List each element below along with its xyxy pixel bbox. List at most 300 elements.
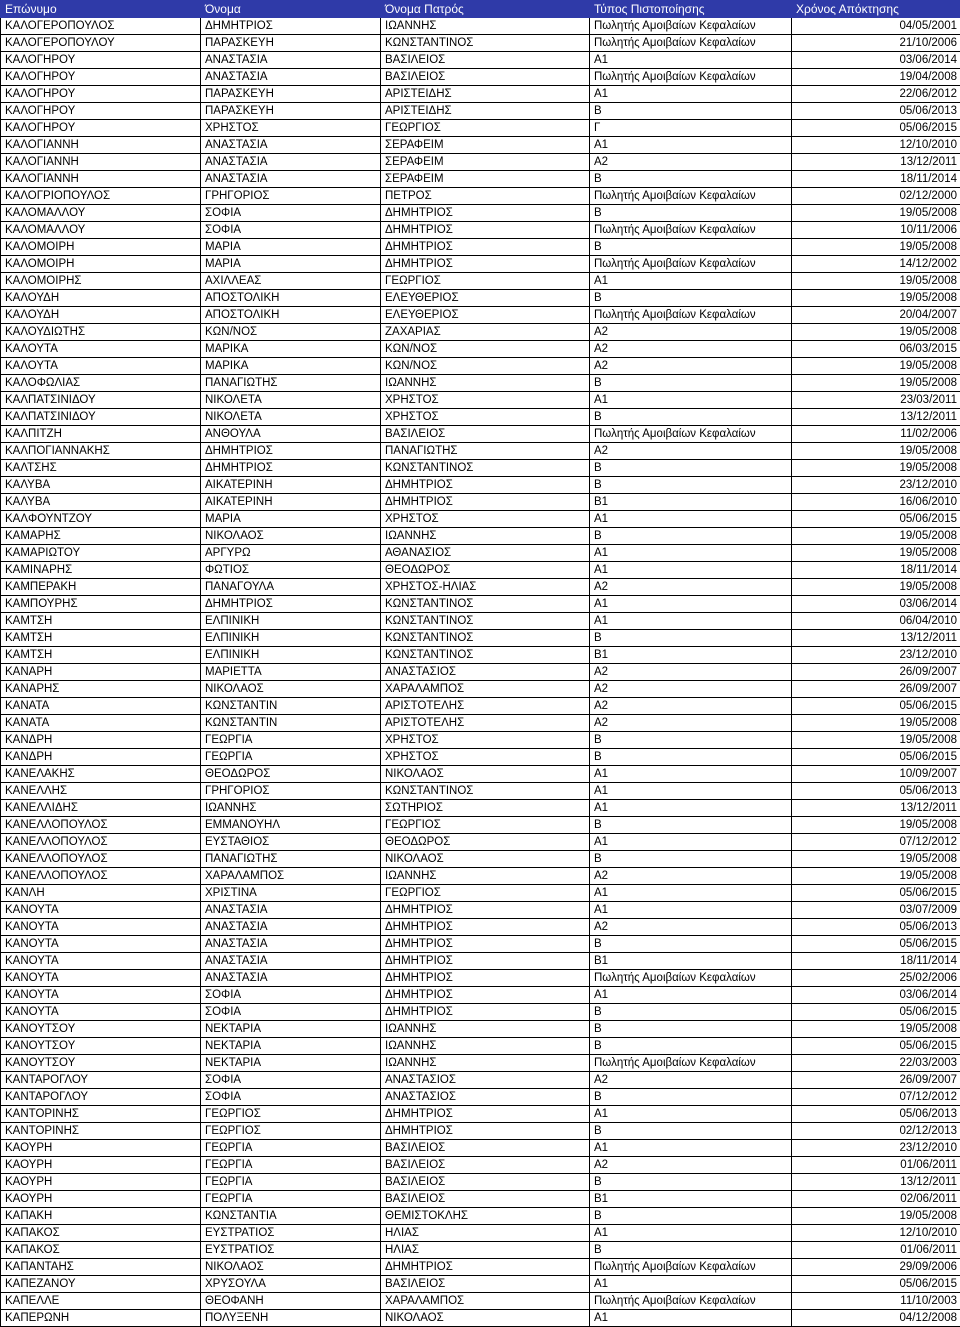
first-name-cell: ΧΡΗΣΤΟΣ [201, 120, 381, 137]
acquisition-date-cell: 20/04/2007 [792, 307, 960, 324]
certification-type-cell: Α1 [590, 137, 792, 154]
first-name-cell: ΑΝΑΣΤΑΣΙΑ [201, 919, 381, 936]
acquisition-date-cell: 19/05/2008 [792, 205, 960, 222]
first-name-cell: ΑΡΓΥΡΩ [201, 545, 381, 562]
first-name-cell: ΑΧΙΛΛΕΑΣ [201, 273, 381, 290]
certification-type-cell: Α1 [590, 1310, 792, 1327]
surname-cell: ΚΑΛΟΓΗΡΟΥ [1, 52, 201, 69]
father-name-cell: ΑΝΑΣΤΑΣΙΟΣ [381, 664, 590, 681]
certification-type-cell: Α2 [590, 664, 792, 681]
first-name-cell: ΚΩΝΣΤΑΝΤΙΝ [201, 715, 381, 732]
acquisition-date-cell: 21/10/2006 [792, 35, 960, 52]
acquisition-date-cell: 23/03/2011 [792, 392, 960, 409]
father-name-cell: ΧΡΗΣΤΟΣ [381, 732, 590, 749]
first-name-cell: ΓΡΗΓΟΡΙΟΣ [201, 783, 381, 800]
first-name-cell: ΠΑΡΑΣΚΕΥΗ [201, 86, 381, 103]
father-name-cell: ΚΩΝΣΤΑΝΤΙΝΟΣ [381, 613, 590, 630]
first-name-cell: ΕΥΣΤΡΑΤΙΟΣ [201, 1242, 381, 1259]
father-name-cell: ΙΩΑΝΝΗΣ [381, 375, 590, 392]
certification-type-cell: Β [590, 936, 792, 953]
certification-type-cell: Πωλητής Αμοιβαίων Κεφαλαίων [590, 18, 792, 35]
acquisition-date-cell: 19/04/2008 [792, 69, 960, 86]
table-row [1, 494, 960, 511]
first-name-cell: ΔΗΜΗΤΡΙΟΣ [201, 460, 381, 477]
table-row [1, 1038, 960, 1055]
certification-type-cell: Α2 [590, 868, 792, 885]
acquisition-date-cell: 01/06/2011 [792, 1157, 960, 1174]
first-name-cell: ΓΕΩΡΓΙΟΣ [201, 1123, 381, 1140]
table-row [1, 392, 960, 409]
father-name-cell: ΓΕΩΡΓΙΟΣ [381, 817, 590, 834]
table-row [1, 647, 960, 664]
table-row [1, 1174, 960, 1191]
first-name-cell: ΝΙΚΟΛΕΤΑ [201, 392, 381, 409]
father-name-cell: ΘΕΟΔΩΡΟΣ [381, 562, 590, 579]
surname-cell: ΚΑΝΕΛΛΗΣ [1, 783, 201, 800]
acquisition-date-cell: 06/04/2010 [792, 613, 960, 630]
table-row [1, 511, 960, 528]
surname-cell: ΚΑΝΟΥΤΑ [1, 970, 201, 987]
first-name-cell: ΜΑΡΙΑ [201, 239, 381, 256]
table-row [1, 188, 960, 205]
surname-cell: ΚΑΛΟΥΔΗ [1, 290, 201, 307]
acquisition-date-cell: 19/05/2008 [792, 239, 960, 256]
certification-type-cell: Β1 [590, 953, 792, 970]
acquisition-date-cell: 19/05/2008 [792, 851, 960, 868]
father-name-cell: ΖΑΧΑΡΙΑΣ [381, 324, 590, 341]
certification-type-cell: Πωλητής Αμοιβαίων Κεφαλαίων [590, 970, 792, 987]
table-row [1, 86, 960, 103]
first-name-cell: ΕΥΣΤΑΘΙΟΣ [201, 834, 381, 851]
father-name-cell: ΧΡΗΣΤΟΣ [381, 392, 590, 409]
first-name-cell: ΓΕΩΡΓΙΑ [201, 1157, 381, 1174]
certification-type-cell: Α1 [590, 885, 792, 902]
first-name-cell: ΑΝΑΣΤΑΣΙΑ [201, 902, 381, 919]
father-name-cell: ΔΗΜΗΤΡΙΟΣ [381, 256, 590, 273]
first-name-cell: ΣΟΦΙΑ [201, 1004, 381, 1021]
father-name-cell: ΒΑΣΙΛΕΙΟΣ [381, 1140, 590, 1157]
father-name-cell: ΔΗΜΗΤΡΙΟΣ [381, 1259, 590, 1276]
first-name-cell: ΚΩΝΣΤΑΝΤΙΝ [201, 698, 381, 715]
surname-cell: ΚΑΛΟΓΗΡΟΥ [1, 69, 201, 86]
father-name-cell: ΚΩΝΣΤΑΝΤΙΝΟΣ [381, 596, 590, 613]
table-row [1, 596, 960, 613]
first-name-cell: ΠΑΝΑΓΟΥΛΑ [201, 579, 381, 596]
table-row [1, 1208, 960, 1225]
surname-cell: ΚΑΛΦΟΥΝΤΖΟΥ [1, 511, 201, 528]
acquisition-date-cell: 05/06/2015 [792, 698, 960, 715]
first-name-cell: ΓΕΩΡΓΙΑ [201, 732, 381, 749]
table-row [1, 477, 960, 494]
father-name-cell: ΙΩΑΝΝΗΣ [381, 1021, 590, 1038]
father-name-cell: ΔΗΜΗΤΡΙΟΣ [381, 970, 590, 987]
table-row [1, 545, 960, 562]
certification-type-cell: Α2 [590, 681, 792, 698]
surname-cell: ΚΑΝΕΛΑΚΗΣ [1, 766, 201, 783]
father-name-cell: ΒΑΣΙΛΕΙΟΣ [381, 426, 590, 443]
certification-type-cell: Α1 [590, 52, 792, 69]
surname-cell: ΚΑΛΠΟΓΙΑΝΝΑΚΗΣ [1, 443, 201, 460]
certification-type-cell: Α1 [590, 392, 792, 409]
first-name-cell: ΧΡΥΣΟΥΛΑ [201, 1276, 381, 1293]
acquisition-date-cell: 07/12/2012 [792, 1089, 960, 1106]
certification-type-cell: Β [590, 205, 792, 222]
certification-type-cell: Β [590, 1242, 792, 1259]
acquisition-date-cell: 26/09/2007 [792, 1072, 960, 1089]
acquisition-date-cell: 19/05/2008 [792, 528, 960, 545]
acquisition-date-cell: 05/06/2015 [792, 1004, 960, 1021]
certification-type-cell: Πωλητής Αμοιβαίων Κεφαλαίων [590, 35, 792, 52]
certification-type-cell: Α1 [590, 1140, 792, 1157]
father-name-cell: ΣΕΡΑΦΕΙΜ [381, 154, 590, 171]
surname-cell: ΚΑΝΛΗ [1, 885, 201, 902]
certification-type-cell: Β [590, 1021, 792, 1038]
surname-cell: ΚΑΛΟΜΑΛΛΟΥ [1, 205, 201, 222]
father-name-cell: ΑΘΑΝΑΣΙΟΣ [381, 545, 590, 562]
first-name-cell: ΣΟΦΙΑ [201, 205, 381, 222]
acquisition-date-cell: 16/06/2010 [792, 494, 960, 511]
acquisition-date-cell: 19/05/2008 [792, 732, 960, 749]
surname-cell: ΚΑΛΟΜΟΙΡΗΣ [1, 273, 201, 290]
certification-type-cell: Α1 [590, 766, 792, 783]
acquisition-date-cell: 10/11/2006 [792, 222, 960, 239]
table-row [1, 1106, 960, 1123]
acquisition-date-cell: 19/05/2008 [792, 443, 960, 460]
certification-type-cell: Πωλητής Αμοιβαίων Κεφαλαίων [590, 188, 792, 205]
certification-type-cell: Β [590, 1208, 792, 1225]
father-name-cell: ΑΝΑΣΤΑΣΙΟΣ [381, 1072, 590, 1089]
table-row [1, 936, 960, 953]
acquisition-date-cell: 05/06/2015 [792, 1038, 960, 1055]
first-name-cell: ΔΗΜΗΤΡΙΟΣ [201, 596, 381, 613]
father-name-cell: ΝΙΚΟΛΑΟΣ [381, 851, 590, 868]
first-name-cell: ΘΕΟΔΩΡΟΣ [201, 766, 381, 783]
acquisition-date-cell: 03/06/2014 [792, 987, 960, 1004]
certification-type-cell: Α1 [590, 987, 792, 1004]
table-row [1, 1191, 960, 1208]
surname-cell: ΚΑΛΠΑΤΣΙΝΙΔΟΥ [1, 392, 201, 409]
certification-type-cell: Α2 [590, 1072, 792, 1089]
acquisition-date-cell: 29/09/2006 [792, 1259, 960, 1276]
certification-type-cell: Β1 [590, 494, 792, 511]
father-name-cell: ΔΗΜΗΤΡΙΟΣ [381, 205, 590, 222]
father-name-cell: ΔΗΜΗΤΡΙΟΣ [381, 987, 590, 1004]
acquisition-date-cell: 05/06/2015 [792, 120, 960, 137]
first-name-cell: ΔΗΜΗΤΡΙΟΣ [201, 443, 381, 460]
surname-cell: ΚΑΠΕΛΛΕ [1, 1293, 201, 1310]
certification-type-cell: Β [590, 239, 792, 256]
father-name-cell: ΚΩΝΣΤΑΝΤΙΝΟΣ [381, 630, 590, 647]
father-name-cell: ΧΑΡΑΛΑΜΠΟΣ [381, 681, 590, 698]
table-row [1, 1242, 960, 1259]
table-row [1, 579, 960, 596]
certification-type-cell: Β [590, 528, 792, 545]
acquisition-date-cell: 19/05/2008 [792, 1021, 960, 1038]
acquisition-date-cell: 22/06/2012 [792, 86, 960, 103]
certification-type-cell: Β [590, 477, 792, 494]
first-name-cell: ΠΑΝΑΓΙΩΤΗΣ [201, 851, 381, 868]
first-name-cell: ΔΗΜΗΤΡΙΟΣ [201, 18, 381, 35]
father-name-cell: ΓΕΩΡΓΙΟΣ [381, 120, 590, 137]
table-row [1, 205, 960, 222]
acquisition-date-cell: 13/12/2011 [792, 800, 960, 817]
table-row [1, 154, 960, 171]
certification-type-cell: Α2 [590, 324, 792, 341]
father-name-cell: ΧΡΗΣΤΟΣ [381, 409, 590, 426]
table-row [1, 324, 960, 341]
certification-type-cell: Β [590, 460, 792, 477]
table-row [1, 528, 960, 545]
acquisition-date-cell: 18/11/2014 [792, 562, 960, 579]
acquisition-date-cell: 19/05/2008 [792, 1208, 960, 1225]
first-name-cell: ΠΑΡΑΣΚΕΥΗ [201, 35, 381, 52]
first-name-cell: ΕΥΣΤΡΑΤΙΟΣ [201, 1225, 381, 1242]
table-row [1, 120, 960, 137]
certification-type-cell: Β [590, 375, 792, 392]
first-name-cell: ΜΑΡΙΚΑ [201, 341, 381, 358]
father-name-cell: ΑΡΙΣΤΟΤΕΛΗΣ [381, 698, 590, 715]
father-name-cell: ΔΗΜΗΤΡΙΟΣ [381, 919, 590, 936]
surname-cell: ΚΑΝΕΛΛΟΠΟΥΛΟΣ [1, 817, 201, 834]
table-row [1, 749, 960, 766]
surname-cell: ΚΑΝΟΥΤΣΟΥ [1, 1055, 201, 1072]
table-row [1, 426, 960, 443]
father-name-cell: ΓΕΩΡΓΙΟΣ [381, 885, 590, 902]
father-name-cell: ΓΕΩΡΓΙΟΣ [381, 273, 590, 290]
certification-type-cell: Α1 [590, 1225, 792, 1242]
acquisition-date-cell: 13/12/2011 [792, 1174, 960, 1191]
surname-cell: ΚΑΜΤΣΗ [1, 613, 201, 630]
acquisition-date-cell: 26/09/2007 [792, 664, 960, 681]
father-name-cell: ΚΩΝΣΤΑΝΤΙΝΟΣ [381, 783, 590, 800]
first-name-cell: ΑΙΚΑΤΕΡΙΝΗ [201, 477, 381, 494]
acquisition-date-cell: 05/06/2015 [792, 936, 960, 953]
surname-cell: ΚΑΜΙΝΑΡΗΣ [1, 562, 201, 579]
table-row [1, 1157, 960, 1174]
father-name-cell: ΔΗΜΗΤΡΙΟΣ [381, 239, 590, 256]
surname-cell: ΚΑΠΑΚΟΣ [1, 1225, 201, 1242]
first-name-cell: ΑΙΚΑΤΕΡΙΝΗ [201, 494, 381, 511]
first-name-cell: ΑΝΑΣΤΑΣΙΑ [201, 936, 381, 953]
certification-type-cell: Β [590, 851, 792, 868]
acquisition-date-cell: 19/05/2008 [792, 868, 960, 885]
table-row [1, 290, 960, 307]
first-name-cell: ΑΝΑΣΤΑΣΙΑ [201, 953, 381, 970]
father-name-cell: ΧΡΗΣΤΟΣ [381, 511, 590, 528]
table-row [1, 103, 960, 120]
certification-type-cell: Α2 [590, 715, 792, 732]
father-name-cell: ΚΩΝΣΤΑΝΤΙΝΟΣ [381, 35, 590, 52]
acquisition-date-cell: 23/12/2010 [792, 647, 960, 664]
certification-type-cell: Α2 [590, 1157, 792, 1174]
father-name-cell: ΚΩΝ/ΝΟΣ [381, 341, 590, 358]
acquisition-date-cell: 05/06/2013 [792, 919, 960, 936]
table-row [1, 1293, 960, 1310]
first-name-cell: ΓΡΗΓΟΡΙΟΣ [201, 188, 381, 205]
table-row [1, 885, 960, 902]
surname-cell: ΚΑΛΟΓΕΡΟΠΟΥΛΟΥ [1, 35, 201, 52]
first-name-cell: ΓΕΩΡΓΙΑ [201, 1174, 381, 1191]
certification-type-cell: Α2 [590, 358, 792, 375]
certification-type-cell: Α1 [590, 1106, 792, 1123]
surname-cell: ΚΑΝΤΟΡΙΝΗΣ [1, 1106, 201, 1123]
surname-cell: ΚΑΛΟΓΙΑΝΝΗ [1, 154, 201, 171]
certification-type-cell: Β [590, 1004, 792, 1021]
table-row [1, 766, 960, 783]
certification-type-cell: Πωλητής Αμοιβαίων Κεφαλαίων [590, 307, 792, 324]
first-name-cell: ΦΩΤΙΟΣ [201, 562, 381, 579]
certification-type-cell: Α1 [590, 511, 792, 528]
surname-cell: ΚΑΛΠΑΤΣΙΝΙΔΟΥ [1, 409, 201, 426]
acquisition-date-cell: 05/06/2013 [792, 1106, 960, 1123]
surname-cell: ΚΑΛΟΜΟΙΡΗ [1, 239, 201, 256]
first-name-cell: ΣΟΦΙΑ [201, 222, 381, 239]
acquisition-date-cell: 05/06/2015 [792, 511, 960, 528]
first-name-cell: ΑΝΑΣΤΑΣΙΑ [201, 69, 381, 86]
certification-type-cell: Β [590, 749, 792, 766]
surname-cell: ΚΑΟΥΡΗ [1, 1157, 201, 1174]
certification-type-cell: Πωλητής Αμοιβαίων Κεφαλαίων [590, 69, 792, 86]
column-header-father-name: Όνομα Πατρός [381, 1, 590, 18]
first-name-cell: ΚΩΝΣΤΑΝΤΙΑ [201, 1208, 381, 1225]
table-row [1, 868, 960, 885]
table-row [1, 239, 960, 256]
certification-type-cell: Α1 [590, 613, 792, 630]
table-row [1, 1276, 960, 1293]
father-name-cell: ΙΩΑΝΝΗΣ [381, 18, 590, 35]
surname-cell: ΚΑΜΑΡΙΩΤΟΥ [1, 545, 201, 562]
surname-cell: ΚΑΛΠΙΤΖΗ [1, 426, 201, 443]
first-name-cell: ΝΙΚΟΛΕΤΑ [201, 409, 381, 426]
father-name-cell: ΔΗΜΗΤΡΙΟΣ [381, 953, 590, 970]
table-row [1, 732, 960, 749]
first-name-cell: ΘΕΟΦΑΝΗ [201, 1293, 381, 1310]
acquisition-date-cell: 13/12/2011 [792, 409, 960, 426]
certification-type-cell: Β [590, 817, 792, 834]
surname-cell: ΚΑΠΑΝΤΑΗΣ [1, 1259, 201, 1276]
father-name-cell: ΘΕΟΔΩΡΟΣ [381, 834, 590, 851]
father-name-cell: ΙΩΑΝΝΗΣ [381, 1038, 590, 1055]
certification-type-cell: Α1 [590, 800, 792, 817]
column-header-certification-type: Τύπος Πιστοποίησης [590, 1, 792, 18]
table-row [1, 1259, 960, 1276]
surname-cell: ΚΑΝΤΑΡΟΓΛΟΥ [1, 1072, 201, 1089]
first-name-cell: ΧΡΙΣΤΙΝΑ [201, 885, 381, 902]
surname-cell: ΚΑΝΑΤΑ [1, 698, 201, 715]
acquisition-date-cell: 13/12/2011 [792, 630, 960, 647]
table-row [1, 409, 960, 426]
certification-type-cell: Β [590, 1089, 792, 1106]
certification-type-cell: Α1 [590, 596, 792, 613]
acquisition-date-cell: 02/12/2013 [792, 1123, 960, 1140]
acquisition-date-cell: 05/06/2015 [792, 749, 960, 766]
first-name-cell: ΜΑΡΙΑ [201, 511, 381, 528]
surname-cell: ΚΑΛΟΜΑΛΛΟΥ [1, 222, 201, 239]
surname-cell: ΚΑΜΠΕΡΑΚΗ [1, 579, 201, 596]
acquisition-date-cell: 19/05/2008 [792, 715, 960, 732]
surname-cell: ΚΑΜΤΣΗ [1, 630, 201, 647]
acquisition-date-cell: 05/06/2015 [792, 885, 960, 902]
surname-cell: ΚΑΛΟΓΗΡΟΥ [1, 86, 201, 103]
father-name-cell: ΒΑΣΙΛΕΙΟΣ [381, 52, 590, 69]
acquisition-date-cell: 19/05/2008 [792, 545, 960, 562]
first-name-cell: ΑΝΑΣΤΑΣΙΑ [201, 171, 381, 188]
acquisition-date-cell: 19/05/2008 [792, 817, 960, 834]
certification-type-cell: Α1 [590, 562, 792, 579]
surname-cell: ΚΑΠΑΚΗ [1, 1208, 201, 1225]
table-row [1, 1055, 960, 1072]
certification-type-cell: Β [590, 171, 792, 188]
surname-cell: ΚΑΛΟΓΕΡΟΠΟΥΛΟΣ [1, 18, 201, 35]
certification-type-cell: Πωλητής Αμοιβαίων Κεφαλαίων [590, 1293, 792, 1310]
surname-cell: ΚΑΝΟΥΤΑ [1, 936, 201, 953]
acquisition-date-cell: 23/12/2010 [792, 1140, 960, 1157]
father-name-cell: ΙΩΑΝΝΗΣ [381, 1055, 590, 1072]
certification-type-cell: Β1 [590, 647, 792, 664]
father-name-cell: ΗΛΙΑΣ [381, 1225, 590, 1242]
first-name-cell: ΝΕΚΤΑΡΙΑ [201, 1038, 381, 1055]
father-name-cell: ΑΡΙΣΤΕΙΔΗΣ [381, 103, 590, 120]
surname-cell: ΚΑΜΠΟΥΡΗΣ [1, 596, 201, 613]
father-name-cell: ΒΑΣΙΛΕΙΟΣ [381, 1191, 590, 1208]
first-name-cell: ΝΕΚΤΑΡΙΑ [201, 1021, 381, 1038]
acquisition-date-cell: 05/06/2013 [792, 783, 960, 800]
acquisition-date-cell: 07/12/2012 [792, 834, 960, 851]
table-row [1, 817, 960, 834]
acquisition-date-cell: 23/12/2010 [792, 477, 960, 494]
first-name-cell: ΚΩΝ/ΝΟΣ [201, 324, 381, 341]
table-row [1, 52, 960, 69]
surname-cell: ΚΑΛΟΥΤΑ [1, 358, 201, 375]
surname-cell: ΚΑΛΟΜΟΙΡΗ [1, 256, 201, 273]
father-name-cell: ΣΩΤΗΡΙΟΣ [381, 800, 590, 817]
surname-cell: ΚΑΛΟΓΡΙΟΠΟΥΛΟΣ [1, 188, 201, 205]
surname-cell: ΚΑΝΟΥΤΑ [1, 902, 201, 919]
father-name-cell: ΚΩΝ/ΝΟΣ [381, 358, 590, 375]
table-row [1, 681, 960, 698]
father-name-cell: ΔΗΜΗΤΡΙΟΣ [381, 494, 590, 511]
acquisition-date-cell: 10/09/2007 [792, 766, 960, 783]
first-name-cell: ΑΝΘΟΥΛΑ [201, 426, 381, 443]
first-name-cell: ΕΛΠΙΝΙΚΗ [201, 647, 381, 664]
surname-cell: ΚΑΠΕΖΑΝΟΥ [1, 1276, 201, 1293]
certification-type-cell: Α2 [590, 341, 792, 358]
acquisition-date-cell: 01/06/2011 [792, 1242, 960, 1259]
certification-type-cell: Β1 [590, 1191, 792, 1208]
table-row [1, 715, 960, 732]
certification-type-cell: Β [590, 732, 792, 749]
acquisition-date-cell: 19/05/2008 [792, 290, 960, 307]
first-name-cell: ΙΩΑΝΝΗΣ [201, 800, 381, 817]
certification-type-cell: Β [590, 409, 792, 426]
first-name-cell: ΝΕΚΤΑΡΙΑ [201, 1055, 381, 1072]
certification-type-cell: Α2 [590, 698, 792, 715]
father-name-cell: ΑΝΑΣΤΑΣΙΟΣ [381, 1089, 590, 1106]
table-row [1, 1123, 960, 1140]
first-name-cell: ΜΑΡΙΚΑ [201, 358, 381, 375]
certification-type-cell: Πωλητής Αμοιβαίων Κεφαλαίων [590, 1259, 792, 1276]
table-row [1, 698, 960, 715]
surname-cell: ΚΑΝΟΥΤΣΟΥ [1, 1038, 201, 1055]
surname-cell: ΚΑΝΕΛΛΙΔΗΣ [1, 800, 201, 817]
acquisition-date-cell: 11/10/2003 [792, 1293, 960, 1310]
surname-cell: ΚΑΝΤΑΡΟΓΛΟΥ [1, 1089, 201, 1106]
first-name-cell: ΑΝΑΣΤΑΣΙΑ [201, 52, 381, 69]
first-name-cell: ΕΛΠΙΝΙΚΗ [201, 613, 381, 630]
certification-type-cell: Πωλητής Αμοιβαίων Κεφαλαίων [590, 256, 792, 273]
first-name-cell: ΜΑΡΙΑ [201, 256, 381, 273]
certification-type-cell: Α1 [590, 545, 792, 562]
